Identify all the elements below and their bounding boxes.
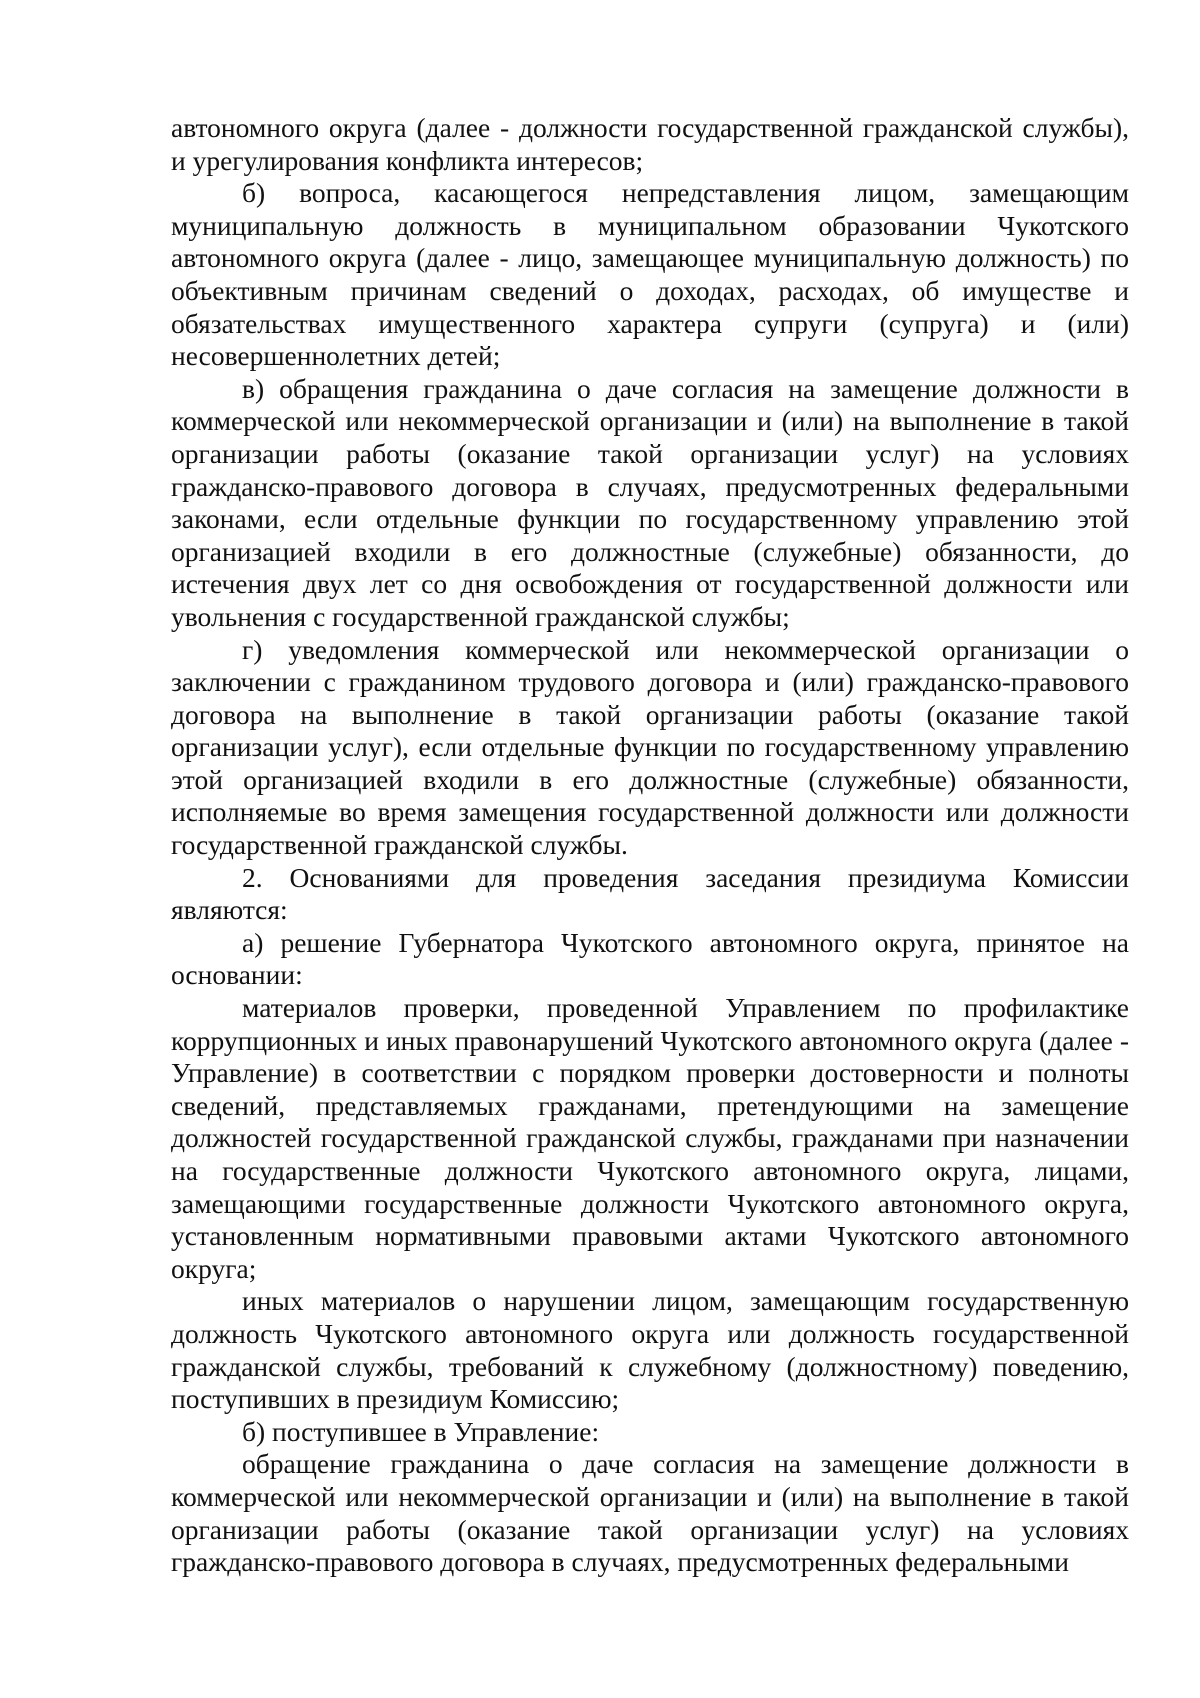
paragraph-audit-materials: материалов проверки, проведенной Управлением по профилактике коррупционных и иных правонарушений Чукотского автономного округа (далее - Управление) в соответствии с порядком проверки достоверности и полноты сведений, представляемых гражданами, претендующими на замещение должностей государственной гражданской службы, гражданами при назначении на государственные должности Чукотского автономного округа, лицами, замещающими государственные должности Чукотского автономного округа, установленным нормативными правовыми актами Чукотского автономного округа;	[171, 992, 1129, 1284]
document-page	[171, 112, 1129, 1579]
paragraph-continuation: автономного округа (далее - должности государственной гражданской службы), и урегулирования конфликта интересов;	[171, 112, 1129, 176]
paragraph-item-b-nonsubmission: б) вопроса, касающегося непредставления лицом, замещающим муниципальную должность в муниципальном образовании Чукотского автономного округа (далее - лицо, замещающее муниципальную должность) по объективным причинам сведений о доходах, расходах, об имуществе и обязательствах имущественного характера супруги (супруга) и (или) несовершеннолетних детей;	[171, 177, 1129, 372]
paragraph-item-v-citizen-appeal: в) обращения гражданина о даче согласия на замещение должности в коммерческой или некоммерческой организации и (или) на выполнение в такой организации работы (оказание такой организации услуг) на условиях гражданско-правового договора в случаях, предусмотренных федеральными законами, если отдельные функции по государственному управлению этой организацией входили в его должностные (служебные) обязанности, до истечения двух лет со дня освобождения от государственной должности или увольнения с государственной гражданской службы;	[171, 372, 1129, 632]
paragraph-section-2-grounds: 2. Основаниями для проведения заседания президиума Комиссии являются:	[171, 861, 1129, 926]
paragraph-other-materials: иных материалов о нарушении лицом, замещающим государственную должность Чукотского автономного округа или должность государственной гражданской службы, требований к служебному (должностному) поведению, поступивших в президиум Комиссию;	[171, 1285, 1129, 1415]
paragraph-item-g-organization-notice: г) уведомления коммерческой или некоммерческой организации о заключении с гражданином трудового договора и (или) гражданско-правового договора на выполнение в такой организации работы (оказание такой организации услуг), если отдельные функции по государственному управлению этой организацией входили в его должностные (служебные) обязанности, исполняемые во время замещения государственной должности или должности государственной гражданской службы.	[171, 633, 1129, 861]
paragraph-citizen-appeal: обращение гражданина о даче согласия на замещение должности в коммерческой или некоммерческой организации и (или) на выполнение в такой организации работы (оказание такой организации услуг) на условиях гражданско-правового договора в случаях, предусмотренных федеральными	[171, 1448, 1129, 1578]
paragraph-item-b-received: б) поступившее в Управление:	[242, 1415, 600, 1447]
paragraph-item-a-governor-decision: а) решение Губернатора Чукотского автономного округа, принятое на основании:	[171, 926, 1129, 991]
